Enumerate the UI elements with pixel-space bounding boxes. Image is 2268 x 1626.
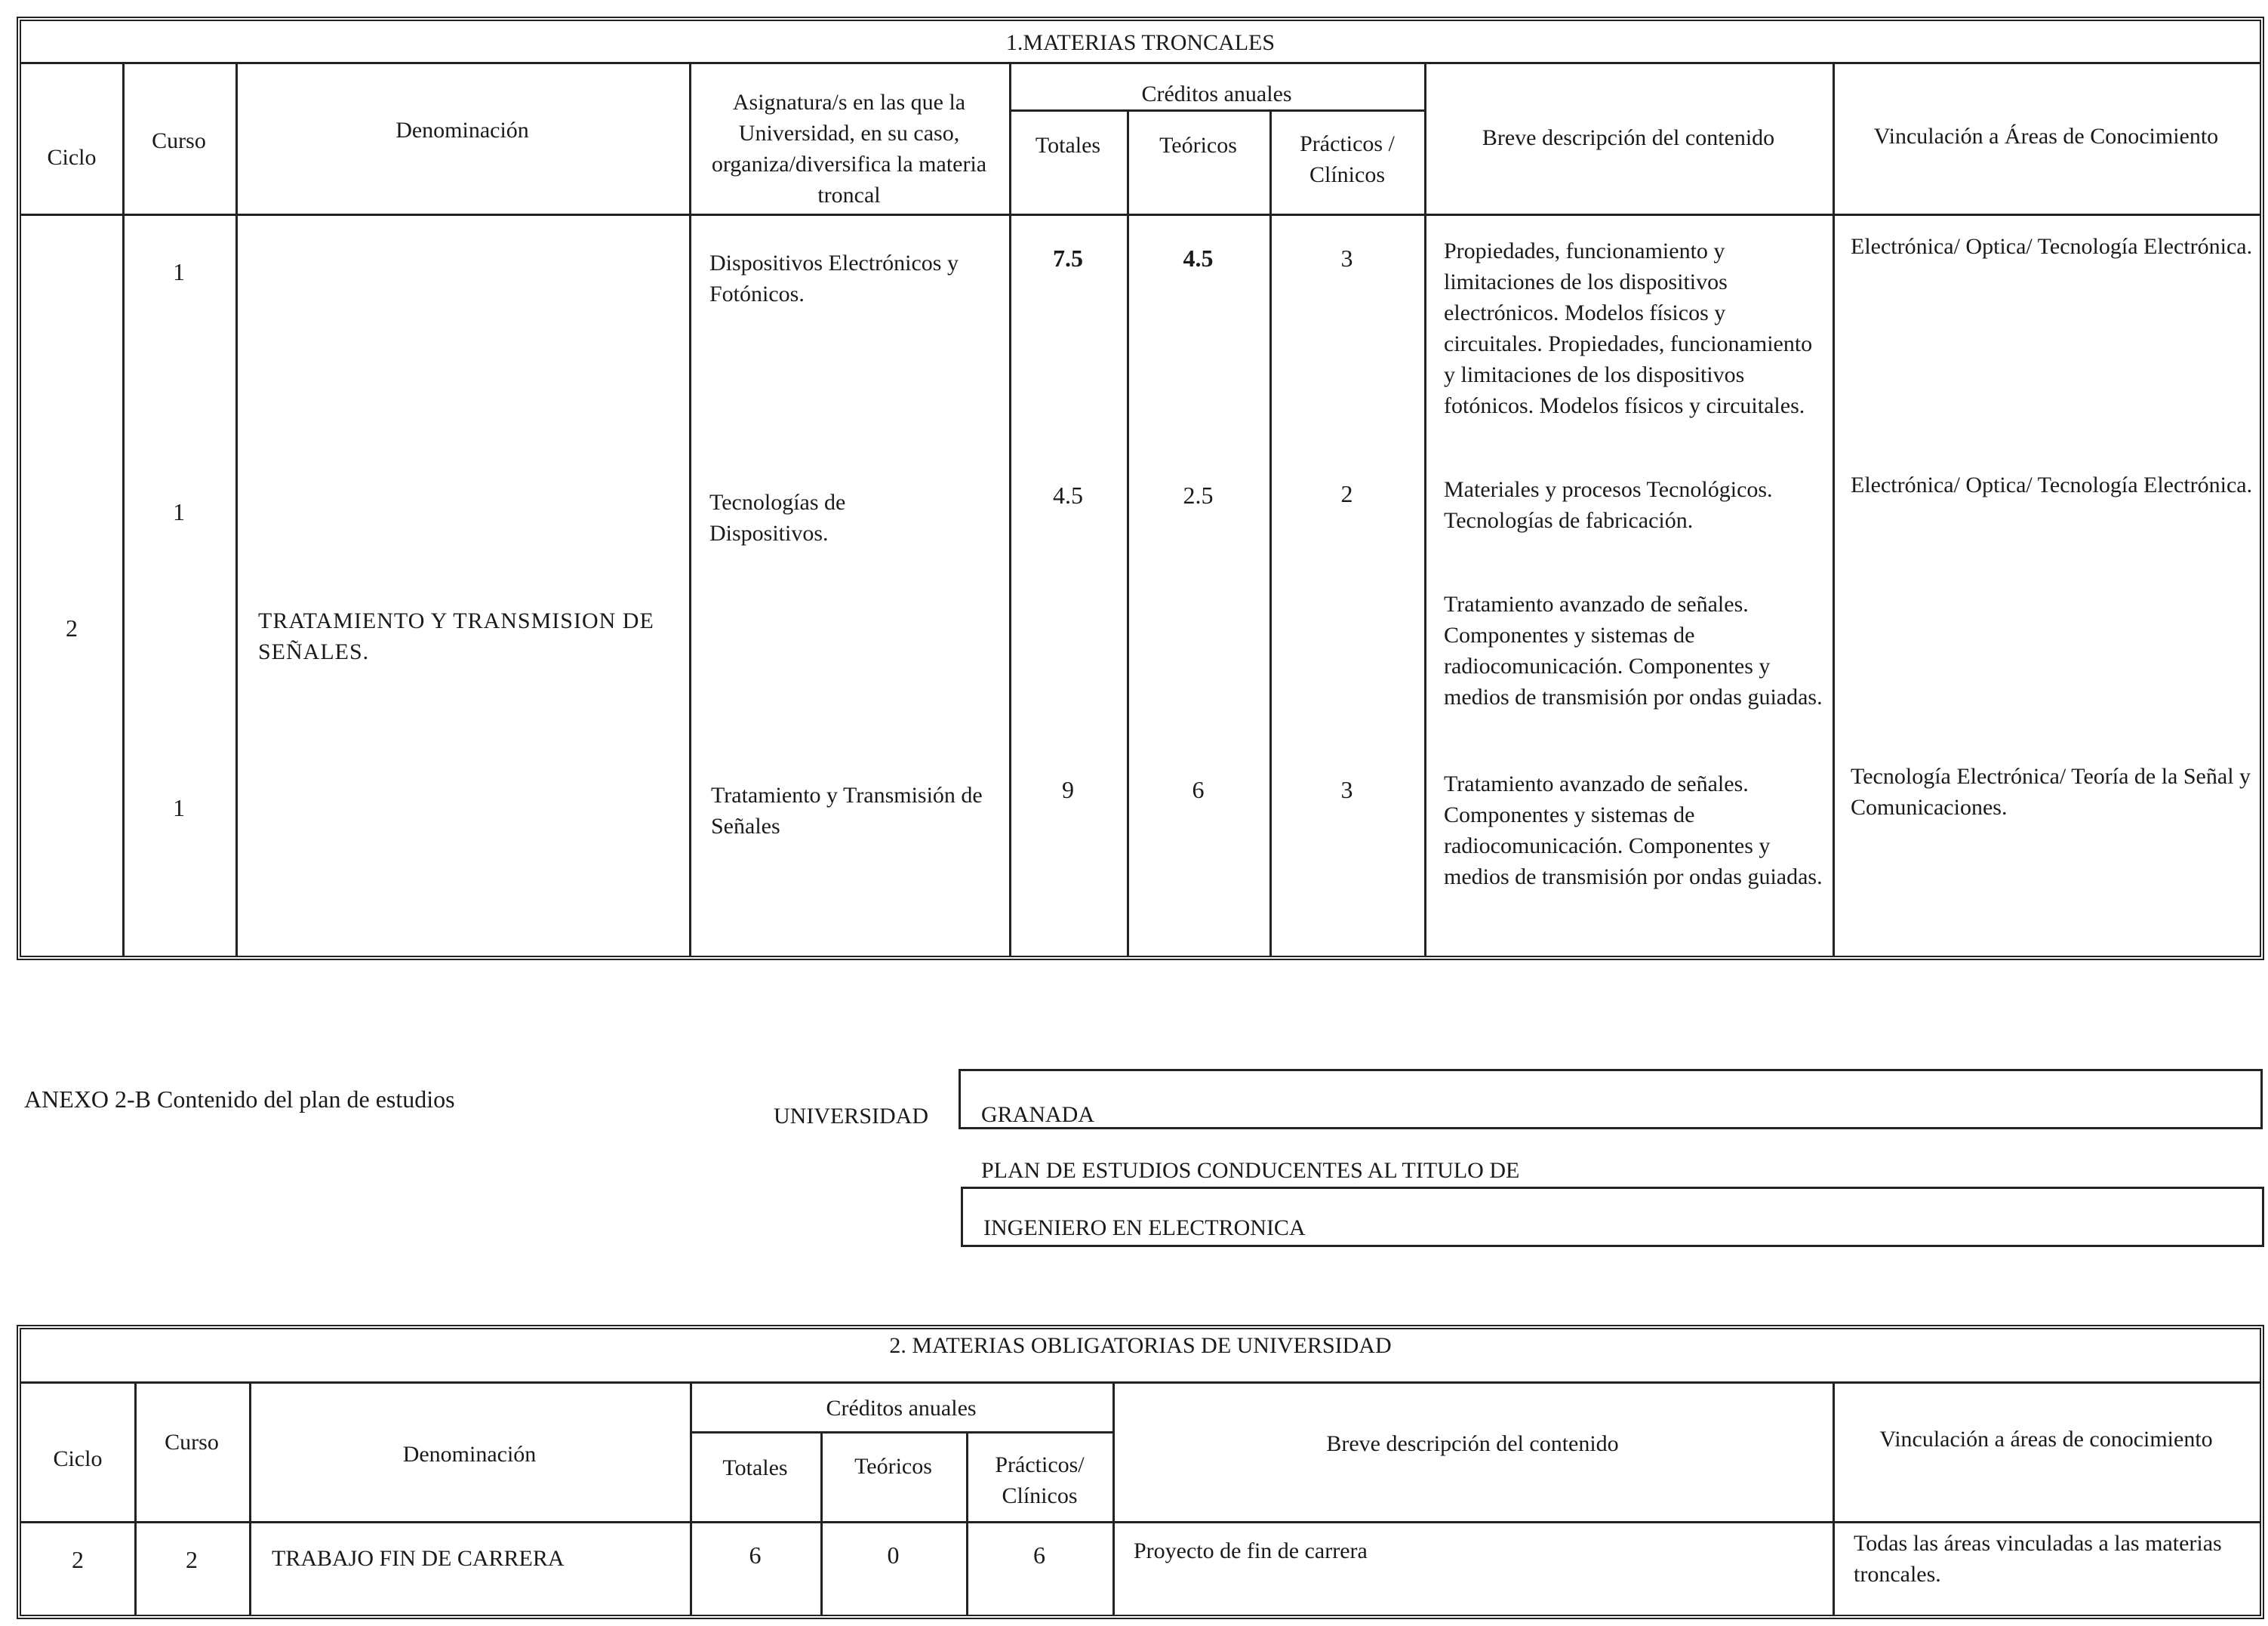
header-practicos: Prácticos/ Clínicos <box>995 1452 1085 1508</box>
table1-col-line <box>1424 62 1426 956</box>
table2-creditos-divider <box>690 1431 1112 1434</box>
header-descripcion: Breve descripción del contenido <box>1482 125 1775 150</box>
cell-teoricos: 4.5 <box>1183 245 1214 272</box>
cell-descripcion: Materiales y procesos Tecnológicos. Tecnologías de fabricación. <box>1444 477 1773 533</box>
cell-curso: 1 <box>173 794 185 821</box>
table2-col-line <box>134 1381 137 1615</box>
cell-teoricos: 0 <box>887 1541 900 1569</box>
table2-title: 2. MATERIAS OBLIGATORIAS DE UNIVERSIDAD <box>889 1333 1392 1358</box>
cell-teoricos: 2.5 <box>1183 482 1214 509</box>
cell-denominacion: TRABAJO FIN DE CARRERA <box>272 1546 565 1571</box>
cell-practicos: 6 <box>1033 1541 1045 1569</box>
table1-col-line <box>1833 62 1835 956</box>
cell-totales: 9 <box>1062 776 1074 803</box>
header-teoricos: Teóricos <box>854 1454 932 1479</box>
cell-descripcion: Tratamiento avanzado de señales. Componentes y sistemas de radiocomunicación. Componentes y medios de transmisión por ondas guiadas. <box>1444 771 1823 889</box>
table2-col-line <box>249 1381 251 1615</box>
cell-curso: 2 <box>186 1546 198 1573</box>
header-creditos-anuales: Créditos anuales <box>826 1396 977 1421</box>
table1-title: 1.MATERIAS TRONCALES <box>1005 30 1276 55</box>
header-ciclo: Ciclo <box>53 1446 103 1471</box>
cell-asignatura: Tecnologías de Dispositivos. <box>709 490 846 546</box>
header-curso: Curso <box>165 1430 219 1455</box>
table2-header-divider <box>21 1521 2260 1523</box>
table2-col-line <box>966 1431 968 1615</box>
cell-practicos: 2 <box>1340 480 1353 507</box>
cell-vinculacion: Tecnología Electrónica/ Teoría de la Señal y Comunicaciones. <box>1851 764 2251 820</box>
cell-totales: 4.5 <box>1053 482 1083 509</box>
header-curso: Curso <box>152 128 206 153</box>
table1-col-line <box>235 62 238 956</box>
table1-col-line <box>1269 109 1272 956</box>
cell-vinculacion: Todas las áreas vinculadas a las materias troncales. <box>1854 1531 2222 1587</box>
cell-totales: 6 <box>749 1541 762 1569</box>
cell-descripcion: Propiedades, funcionamiento y limitaciones de los dispositivos electrónicos. Modelos físicos y circuitales. Propiedades, funcionamiento y limitaciones de los dispositivos fotónicos. Modelos físicos y circuitales. <box>1444 239 1813 418</box>
header-practicos: Prácticos / Clínicos <box>1300 131 1395 187</box>
header-totales: Totales <box>1035 133 1101 158</box>
anexo-label: ANEXO 2-B Contenido del plan de estudios <box>24 1086 455 1113</box>
table2-title-divider <box>21 1381 2260 1384</box>
header-descripcion: Breve descripción del contenido <box>1326 1431 1619 1456</box>
header-totales: Totales <box>722 1455 788 1480</box>
cell-vinculacion: Electrónica/ Optica/ Tecnología Electrónica. <box>1851 473 2253 497</box>
table1-col-line <box>689 62 691 956</box>
cell-descripcion: Tratamiento avanzado de señales. Componentes y sistemas de radiocomunicación. Componentes y medios de transmisión por ondas guiadas. <box>1444 592 1823 710</box>
cell-asignatura: Tratamiento y Transmisión de Señales <box>711 783 983 839</box>
cell-asignatura: Dispositivos Electrónicos y Fotónicos. <box>709 251 959 306</box>
header-creditos-anuales: Créditos anuales <box>1141 82 1292 106</box>
table2-col-line <box>1833 1381 1835 1615</box>
table1-header-divider <box>21 214 2260 216</box>
cell-ciclo: 2 <box>72 1546 84 1573</box>
header-teoricos: Teóricos <box>1159 133 1237 158</box>
cell-descripcion: Proyecto de fin de carrera <box>1134 1538 1368 1563</box>
cell-practicos: 3 <box>1340 776 1353 803</box>
cell-totales: 7.5 <box>1053 245 1083 272</box>
cell-teoricos: 6 <box>1192 776 1205 803</box>
cell-curso: 1 <box>173 258 185 285</box>
cell-denominacion: TRATAMIENTO Y TRANSMISION DE SEÑALES. <box>258 608 654 664</box>
header-asignatura: Asignatura/s en las que la Universidad, en su caso, organiza/diversifica la materia troncal <box>711 90 987 208</box>
universidad-value: GRANADA <box>981 1102 1094 1127</box>
table2-col-line <box>1112 1381 1115 1615</box>
cell-curso: 1 <box>173 498 185 525</box>
header-ciclo: Ciclo <box>47 145 97 170</box>
header-vinculacion: Vinculación a Áreas de Conocimiento <box>1873 124 2219 149</box>
table1-creditos-divider <box>1009 109 1424 112</box>
cell-ciclo: 2 <box>66 614 78 642</box>
header-denominacion: Denominación <box>395 118 529 143</box>
cell-practicos: 3 <box>1340 245 1353 272</box>
titulo-value: INGENIERO EN ELECTRONICA <box>983 1215 1306 1240</box>
plan-label: PLAN DE ESTUDIOS CONDUCENTES AL TITULO DE <box>981 1158 1520 1183</box>
table1-title-divider <box>21 62 2260 64</box>
table1-col-line <box>1127 109 1129 956</box>
universidad-label: UNIVERSIDAD <box>774 1104 928 1129</box>
universidad-box <box>959 1069 2263 1129</box>
header-denominacion: Denominación <box>402 1442 537 1467</box>
cell-vinculacion: Electrónica/ Optica/ Tecnología Electrónica. <box>1851 234 2253 259</box>
header-vinculacion: Vinculación a áreas de conocimiento <box>1879 1427 2213 1452</box>
